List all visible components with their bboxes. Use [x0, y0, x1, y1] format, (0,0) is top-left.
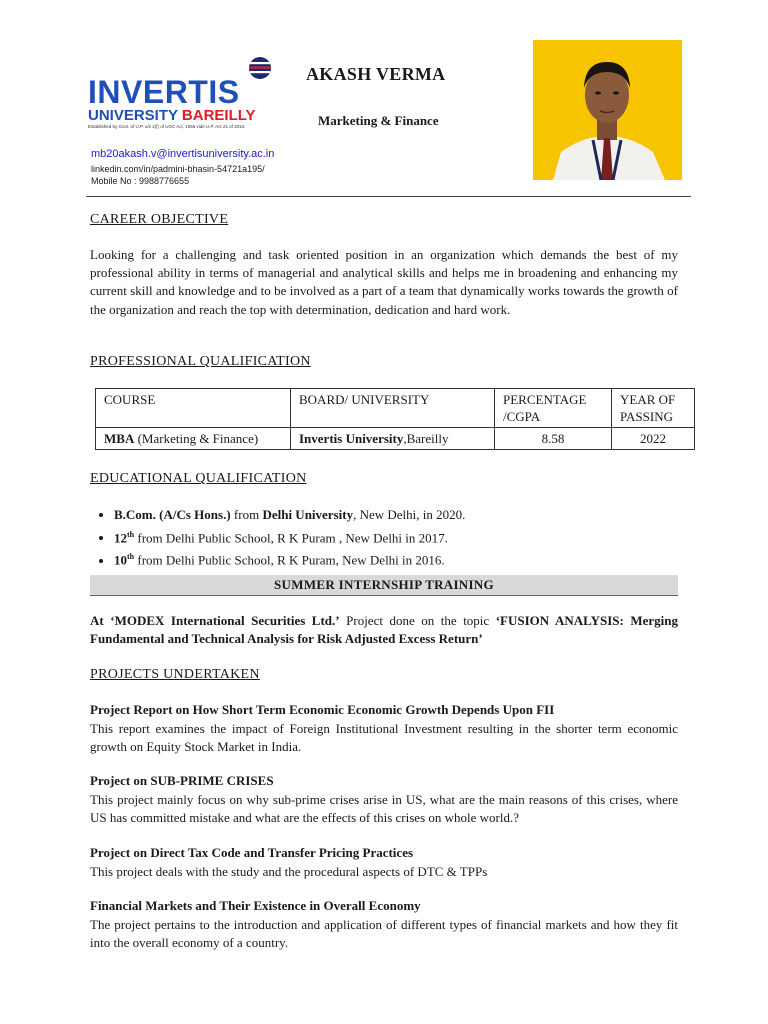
- career-objective-text: Looking for a challenging and task oriented position in an organization which demands the best of my professional ability in terms of managerial and analytical skills and helps me in broadening and enhancing my current skill and knowledge and to be involved as a part of a team that dynamically works towards the growth of the organization and reach the top with determination, dedication and hard work.: [90, 247, 678, 317]
- cell-year: 2022: [612, 428, 695, 450]
- internship-topic: ‘FUSION ANALYSIS: Merging Fundamental and Technical Analysis for Risk Adjusted Excess Return’: [90, 613, 679, 647]
- project-description: The project pertains to the introduction and application of different types of financial markets and how they fit into the overall economy of a country.: [90, 917, 678, 951]
- degree-connector: from: [230, 507, 263, 522]
- course-detail: (Marketing & Finance): [134, 431, 259, 446]
- course-name: MBA: [104, 431, 135, 446]
- mobile-number: Mobile No : 9988776655: [91, 176, 190, 186]
- internship-prefix: At: [90, 613, 111, 628]
- educational-qualification-heading: EDUCATIONAL QUALIFICATION: [90, 471, 307, 486]
- cell-course: [96, 428, 291, 450]
- ordinal-suffix: th: [127, 552, 135, 562]
- globe-icon: [248, 56, 272, 80]
- degree-name: B.Com. (A/Cs Hons.): [114, 507, 231, 522]
- logo-subtitle: [88, 108, 256, 123]
- email-link[interactable]: mb20akash.v@invertisuniversity.ac.in: [91, 148, 275, 160]
- professional-qualification-heading: PROFESSIONAL QUALIFICATION: [90, 354, 311, 369]
- column-header-course: COURSE: [96, 389, 291, 428]
- project-title: Project Report on How Short Term Economic Economic Growth Depends Upon FII: [90, 702, 555, 717]
- table-row: [96, 428, 695, 450]
- school-detail: from Delhi Public School, R K Puram , New Delhi in 2017.: [134, 529, 448, 545]
- project-description: This report examines the impact of Foreign Institutional Investment resulting in the shorter term economic growth on Equity Stock Market in India.: [90, 721, 678, 755]
- university-name: Invertis University: [299, 431, 404, 446]
- table-header-row: [96, 389, 695, 428]
- column-header-board: BOARD/ UNIVERSITY: [291, 389, 495, 428]
- education-list: [90, 505, 465, 570]
- internship-heading: SUMMER INTERNSHIP TRAINING: [90, 575, 678, 596]
- qualification-table: [95, 388, 695, 450]
- column-header-year: YEAR OF PASSING: [612, 389, 695, 428]
- projects-heading: PROJECTS UNDERTAKEN: [90, 667, 260, 682]
- list-item: [114, 505, 465, 525]
- internship-connector: Project done on the topic: [339, 613, 496, 628]
- specialization: Marketing & Finance: [318, 113, 439, 128]
- list-item: [114, 547, 465, 570]
- project-title: Financial Markets and Their Existence in Overall Economy: [90, 898, 421, 913]
- profile-photo: [533, 40, 682, 180]
- column-header-percentage: PERCENTAGE /CGPA: [495, 389, 612, 428]
- linkedin-url: linkedin.com/in/padmini-bhasin-54721a195/: [91, 164, 265, 174]
- school-detail: from Delhi Public School, R K Puram, New Delhi in 2016.: [134, 552, 445, 568]
- degree-detail: , New Delhi, in 2020.: [353, 507, 466, 522]
- logo-fine-print: Established by Govt. of U.P. u/s 2(f) of UGC Act, 1956 vide U.P. Act 21 of 2010.: [88, 124, 246, 129]
- university-city: ,Bareilly: [403, 431, 449, 446]
- degree-university: Delhi University: [262, 507, 354, 522]
- career-objective-heading: CAREER OBJECTIVE: [90, 212, 229, 227]
- project-title: Project on SUB-PRIME CRISES: [90, 773, 274, 788]
- cell-board: [291, 428, 495, 450]
- internship-company: ‘MODEX International Securities Ltd.’: [110, 613, 340, 628]
- project-title: Project on Direct Tax Code and Transfer Pricing Practices: [90, 845, 414, 860]
- logo-subtitle-blue: UNIVERSITY: [88, 107, 178, 124]
- internship-text: [90, 612, 678, 648]
- project-description: This project mainly focus on why sub-prime crises arise in US, what are the main reasons of this crises, where US has committed mistake and what are the effects of this crises on whole world.?: [90, 792, 678, 826]
- candidate-name: AKASH VERMA: [306, 64, 446, 84]
- header-divider: [86, 196, 691, 197]
- project-description: This project deals with the study and the procedural aspects of DTC & TPPs: [90, 864, 488, 879]
- class-level: 12: [114, 529, 127, 545]
- class-level: 10: [114, 552, 127, 568]
- cell-percentage: 8.58: [495, 428, 612, 450]
- university-logo: [88, 56, 268, 130]
- ordinal-suffix: th: [127, 529, 135, 539]
- logo-wordmark: INVERTIS: [88, 74, 240, 110]
- logo-subtitle-red: BAREILLY: [181, 107, 256, 124]
- list-item: [114, 525, 465, 548]
